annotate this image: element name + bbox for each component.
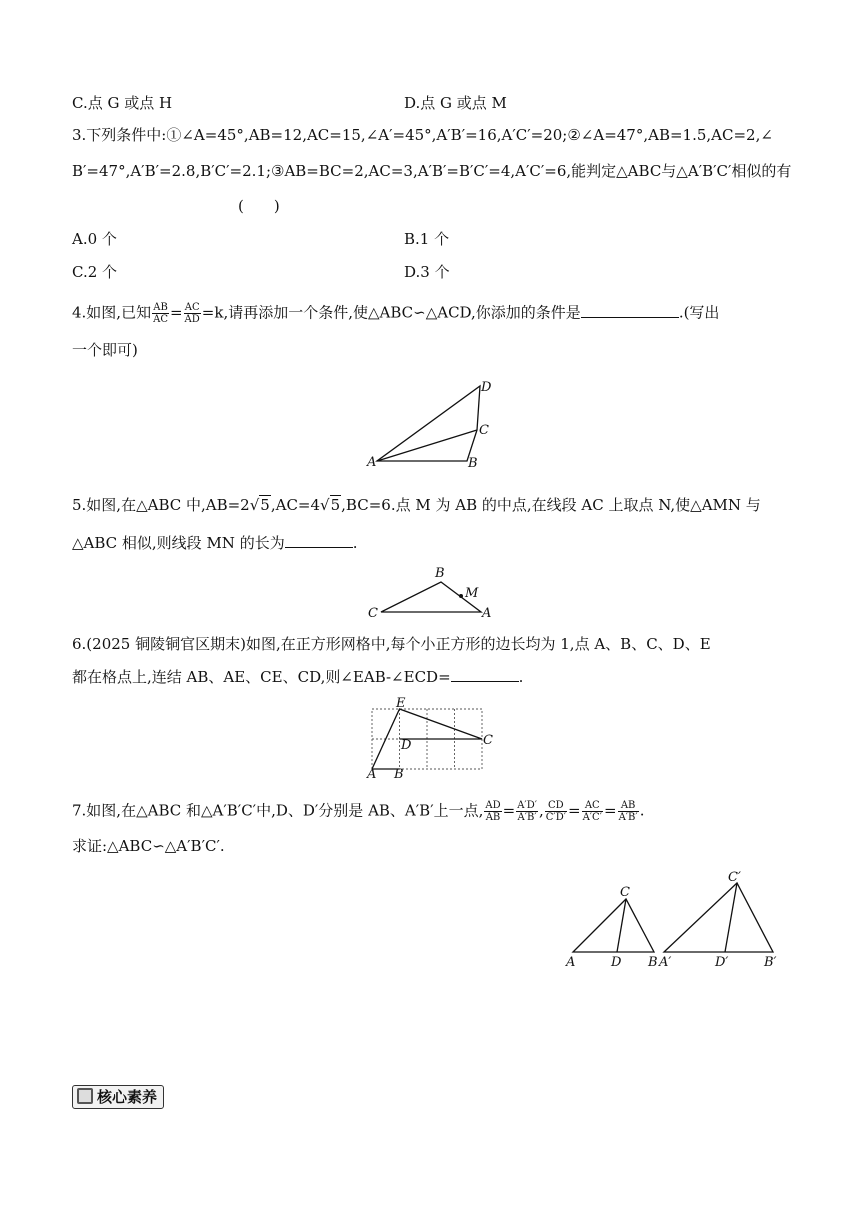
q5-sqrt-2: √5 [320, 496, 341, 514]
q6-stem-line2 [72, 667, 523, 687]
q7-label-b: B [648, 955, 658, 970]
q6-label-a: A [367, 767, 377, 781]
q6-figure [360, 697, 510, 781]
q7-f1-num: AD [485, 800, 501, 811]
q5-label-c: C [368, 606, 378, 621]
q4-label-c: C [479, 423, 489, 438]
q5-label-a: A [482, 606, 492, 621]
q4-label-b: B [468, 456, 478, 471]
q5-text-d: △ABC 相似,则线段 MN 的长为 [72, 534, 285, 552]
q5-sqrt-1-radicand: 5 [260, 496, 270, 514]
q7-label-b-prime: B′ [764, 955, 777, 970]
q7-fraction-4 [582, 800, 603, 823]
q5-stem-line1 [72, 495, 761, 515]
q3-option-a: A.0 个 [72, 230, 117, 248]
q7-f5-num: AB [618, 800, 639, 812]
q7-f1-den: AB [485, 812, 501, 823]
q2-option-c: C.点 G 或点 H [72, 94, 173, 112]
q3-option-d: D.3 个 [404, 263, 450, 281]
q5-point-m [459, 594, 463, 598]
q4-eq: = [169, 303, 183, 322]
q4-f1-num: AB [153, 302, 168, 313]
q6-label-b: B [394, 767, 404, 781]
q4-figure [360, 372, 500, 472]
q4-end: .(写出 [678, 303, 720, 322]
q3-stem-line2: B′=47°,A′B′=2.8,B′C′=2.1;③AB=BC=2,AC=3,A′B′=B′C′=4,A′C′=6,能判定△ABC与△A′B′C′相似的有 [72, 162, 792, 180]
q7-eq-1: = [502, 801, 516, 820]
q4-stem-line1 [72, 302, 719, 325]
q4-f2-num: AC [184, 302, 200, 313]
q4-fraction-2 [184, 302, 201, 325]
q7-sep: , [538, 801, 544, 820]
q7-f3-den: C′D′ [545, 812, 566, 823]
q5-text-c: ,BC=6.点 M 为 AB 的中点,在线段 AC 上取点 N,使△AMN 与 [341, 496, 761, 514]
q7-fraction-1 [484, 800, 501, 823]
q7-f2-num: A′D′ [517, 800, 537, 811]
q7-triangle-a2b2c2 [664, 883, 773, 952]
q7-label-a-prime: A′ [659, 955, 672, 970]
q6-answer-blank[interactable] [451, 667, 519, 682]
q4-answer-blank[interactable] [581, 303, 679, 318]
q4-label-a: A [367, 455, 377, 470]
q7-triangle-abc [573, 899, 654, 952]
q7-stem-line2: 求证:△ABC∽△A′B′C′. [72, 837, 225, 855]
q3-option-b: B.1 个 [404, 230, 450, 248]
q4-segment-ac [377, 430, 477, 461]
q5-text-a: 5.如图,在△ABC 中,AB=2 [72, 496, 250, 514]
q7-label-c-prime: C′ [728, 870, 741, 885]
q7-f5-den: A′B′ [618, 812, 638, 823]
q4-fraction-1 [152, 302, 169, 325]
q7-end: . [639, 801, 645, 820]
q4-f1-den: AC [153, 314, 168, 325]
q6-text-a: 都在格点上,连结 AB、AE、CE、CD,则∠EAB-∠ECD= [72, 668, 451, 686]
q5-label-m: M [465, 586, 479, 601]
q2-option-d: D.点 G 或点 M [404, 94, 507, 112]
q7-f4-den: A′C′ [582, 812, 602, 823]
q3-stem-line1: 3.下列条件中:①∠A=45°,AB=12,AC=15,∠A′=45°,A′B′=16,A′C′=20;②∠A=47°,AB=1.5,AC=2,∠ [72, 126, 773, 144]
q4-f2-den: AD [184, 314, 200, 325]
q4-prefix: 4.如图,已知 [72, 303, 152, 322]
q5-sqrt-2-radicand: 5 [330, 496, 341, 514]
q3-answer-paren: ( ) [238, 197, 280, 215]
q7-eq-2: = [567, 801, 581, 820]
q7-f4-num: AC [582, 800, 603, 812]
section-badge-label: 核心素养 [97, 1088, 158, 1106]
q7-fraction-2 [516, 800, 538, 823]
q4-mid: =k,请再添加一个条件,使△ABC∽△ACD,你添加的条件是 [201, 303, 581, 322]
q7-fraction-5 [618, 800, 639, 823]
section-badge [72, 1085, 164, 1109]
q5-label-b: B [435, 566, 445, 581]
q7-fraction-3 [545, 800, 567, 823]
q7-label-d: D [611, 955, 622, 970]
q6-text-b: . [518, 668, 524, 686]
q7-eq-3: = [603, 801, 617, 820]
q4-quadrilateral [377, 386, 480, 461]
q5-figure [360, 562, 510, 622]
q7-text: 7.如图,在△ABC 和△A′B′C′中,D、D′分别是 AB、A′B′上一点, [72, 801, 484, 820]
q6-label-d: D [401, 738, 412, 753]
q6-stem-line1: 6.(2025 铜陵铜官区期末)如图,在正方形网格中,每个小正方形的边长均为 1,点 A、B、C、D、E [72, 635, 711, 653]
q5-sqrt-1: √5 [249, 496, 270, 514]
q6-label-c: C [483, 733, 493, 748]
q7-label-a: A [566, 955, 576, 970]
q5-stem-line2 [72, 533, 358, 553]
q7-f3-num: CD [545, 800, 567, 812]
q7-f2-den: A′B′ [517, 812, 537, 823]
q5-text-b: ,AC=4 [270, 496, 321, 514]
q7-label-d-prime: D′ [715, 955, 729, 970]
q5-answer-blank[interactable] [285, 533, 353, 548]
q4-stem-line2: 一个即可) [72, 341, 138, 359]
q3-option-c: C.2 个 [72, 263, 118, 281]
q7-stem-line1 [72, 800, 644, 823]
q7-label-c: C [620, 885, 630, 900]
q4-label-d: D [481, 380, 492, 395]
q7-figure [560, 866, 790, 972]
q5-text-e: . [352, 534, 358, 552]
q6-label-e: E [396, 697, 406, 711]
cube-icon [77, 1088, 93, 1104]
